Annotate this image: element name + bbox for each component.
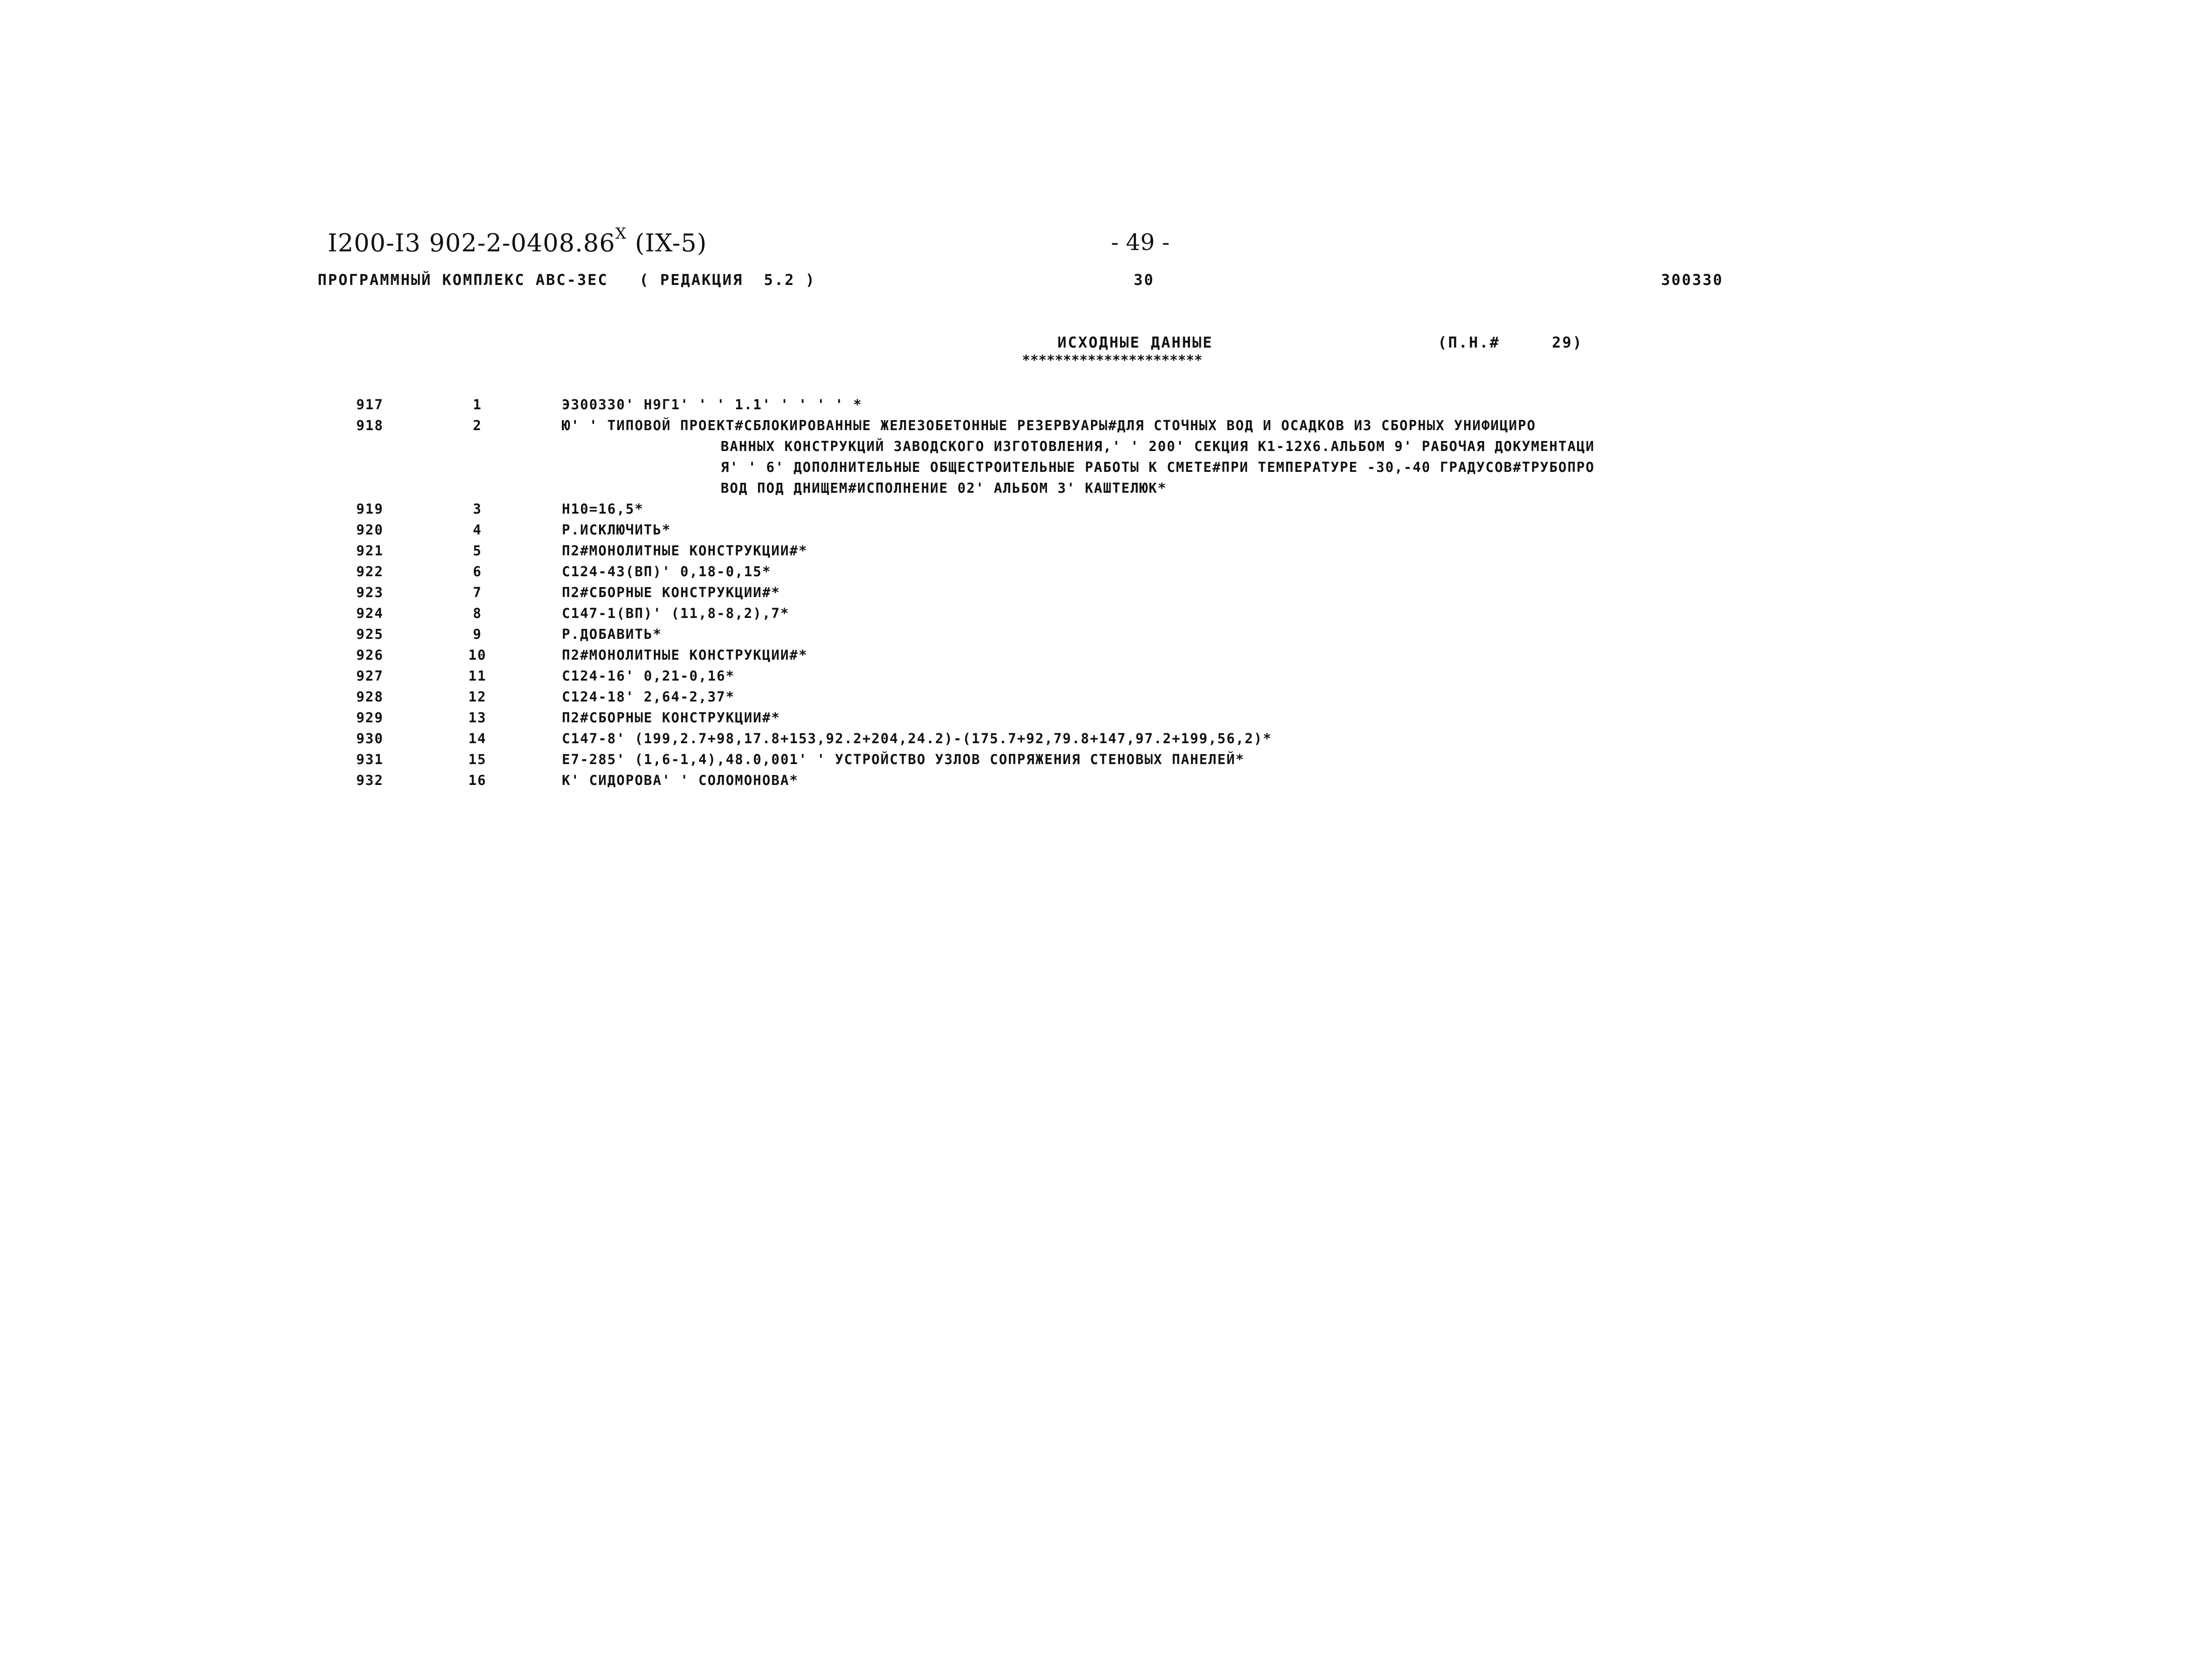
row-line-number: 921 [356,543,384,559]
row-sequence-number: 9 [472,627,482,642]
row-sequence-number: 14 [468,731,487,747]
row-line-number: 920 [356,522,384,538]
row-sequence-number: 5 [472,543,482,559]
row-sequence-number: 2 [472,418,482,434]
listing-row [0,499,2212,520]
row-sequence-number: 10 [468,647,487,663]
row-text-line: П2#МОНОЛИТНЫЕ КОНСТРУКЦИИ#* [562,647,808,663]
estimate-code: 300330 [1661,271,1724,289]
row-sequence-number: 16 [468,773,487,789]
document-code-mark: X [615,225,627,243]
row-line-number: 918 [356,418,384,434]
row-sequence-number: 12 [468,689,487,705]
row-text-line: Ю' ' ТИПОВОЙ ПРОЕКТ#СБЛОКИРОВАННЫЕ ЖЕЛЕЗОБЕТОННЫЕ РЕЗЕРВУАРЫ#ДЛЯ СТОЧНЫХ ВОД И ОСАДКОВ ИЗ СБОРНЫХ УНИФИЦИРО [562,418,1536,434]
listing-row [0,770,2212,791]
listing-row [0,624,2212,645]
row-text-line: Е7-285' (1,6-1,4),48.0,001' ' УСТРОЙСТВО УЗЛОВ СОПРЯЖЕНИЯ СТЕНОВЫХ ПАНЕЛЕЙ* [562,752,1245,768]
row-text-continuation: ВАННЫХ КОНСТРУКЦИЙ ЗАВОДСКОГО ИЗГОТОВЛЕНИЯ,' ' 200' СЕКЦИЯ К1-12Х6.АЛЬБОМ 9' РАБОЧАЯ ДОКУМЕНТАЦИ [721,439,1595,455]
row-sequence-number: 13 [468,710,487,726]
data-listing [0,395,2212,791]
row-text [562,645,2212,666]
row-text-line: Р.ИСКЛЮЧИТЬ* [562,522,671,538]
row-line-number: 928 [356,689,384,705]
listing-row [0,520,2212,541]
row-line-number: 926 [356,647,384,663]
row-text-line: П2#СБОРНЫЕ КОНСТРУКЦИИ#* [562,585,781,601]
section-title: ИСХОДНЫЕ ДАННЫЕ [1057,333,1214,351]
program-title: ПРОГРАММНЫЙ КОМПЛЕКС АВС-3ЕС ( РЕДАКЦИЯ 5.2 ) [318,271,816,289]
row-text [562,603,2212,624]
sheet-number: 30 [1134,271,1155,289]
row-text-line: Р.ДОБАВИТЬ* [562,627,662,642]
row-text [562,750,2212,770]
row-text-continuation: Я' ' 6' ДОПОЛНИТЕЛЬНЫЕ ОБЩЕСТРОИТЕЛЬНЫЕ РАБОТЫ К СМЕТЕ#ПРИ ТЕМПЕРАТУРЕ -30,-40 ГРАДУСОВ#ТРУБОПРО [721,460,1595,476]
row-line-number: 931 [356,752,384,768]
row-line-number: 922 [356,564,384,580]
row-text-line: С124-18' 2,64-2,37* [562,689,735,705]
row-text-line: Э300330' Н9Г1' ' ' 1.1' ' ' ' ' * [562,397,863,413]
listing-row [0,687,2212,708]
row-line-number: 923 [356,585,384,601]
row-sequence-number: 1 [472,397,482,413]
row-sequence-number: 11 [468,668,487,684]
listing-row [0,645,2212,666]
row-text-line: К' СИДОРОВА' ' СОЛОМОНОВА* [562,773,799,789]
listing-row [0,541,2212,562]
row-sequence-number: 3 [472,501,482,517]
row-sequence-number: 7 [472,585,482,601]
document-code-main: I200-I3 902-2-0408.86 [328,229,615,257]
listing-row [0,666,2212,687]
listing-row [0,750,2212,770]
row-text [562,416,2212,499]
row-text [562,395,2212,416]
row-text [562,562,2212,583]
row-text [562,687,2212,708]
row-sequence-number: 8 [472,606,482,622]
row-sequence-number: 15 [468,752,487,768]
listing-row [0,562,2212,583]
row-text-line: С147-1(ВП)' (11,8-8,2),7* [562,606,790,622]
section-reference: (П.Н.# 29) [1438,333,1583,351]
row-line-number: 930 [356,731,384,747]
row-text-continuation: ВОД ПОД ДНИЩЕМ#ИСПОЛНЕНИЕ 02' АЛЬБОМ 3' КАШТЕЛЮК* [721,480,1167,496]
row-text-line: П2#СБОРНЫЕ КОНСТРУКЦИИ#* [562,710,781,726]
row-line-number: 924 [356,606,384,622]
listing-row [0,729,2212,750]
row-line-number: 927 [356,668,384,684]
row-text [562,729,2212,750]
row-line-number: 929 [356,710,384,726]
listing-row [0,603,2212,624]
page-number: - 49 - [1111,229,1170,255]
listing-row [0,583,2212,603]
row-text [562,624,2212,645]
listing-row [0,708,2212,729]
row-text-line: С124-16' 0,21-0,16* [562,668,735,684]
document-code-suffix: (IX-5) [626,229,707,257]
row-sequence-number: 6 [472,564,482,580]
row-text [562,708,2212,729]
row-text [562,666,2212,687]
row-line-number: 932 [356,773,384,789]
row-text-line: С147-8' (199,2.7+98,17.8+153,92.2+204,24.2)-(175.7+92,79.8+147,97.2+199,56,2)* [562,731,1272,747]
row-text [562,520,2212,541]
row-sequence-number: 4 [472,522,482,538]
row-line-number: 919 [356,501,384,517]
row-line-number: 917 [356,397,384,413]
row-text-line: П2#МОНОЛИТНЫЕ КОНСТРУКЦИИ#* [562,543,808,559]
row-text-line: Н10=16,5* [562,501,644,517]
row-text [562,541,2212,562]
listing-row [0,395,2212,416]
row-text [562,583,2212,603]
row-line-number: 925 [356,627,384,642]
row-text [562,499,2212,520]
document-code [328,225,707,257]
section-underline: ********************** [1022,353,1203,368]
row-text-line: С124-43(ВП)' 0,18-0,15* [562,564,772,580]
row-text [562,770,2212,791]
listing-row [0,416,2212,499]
